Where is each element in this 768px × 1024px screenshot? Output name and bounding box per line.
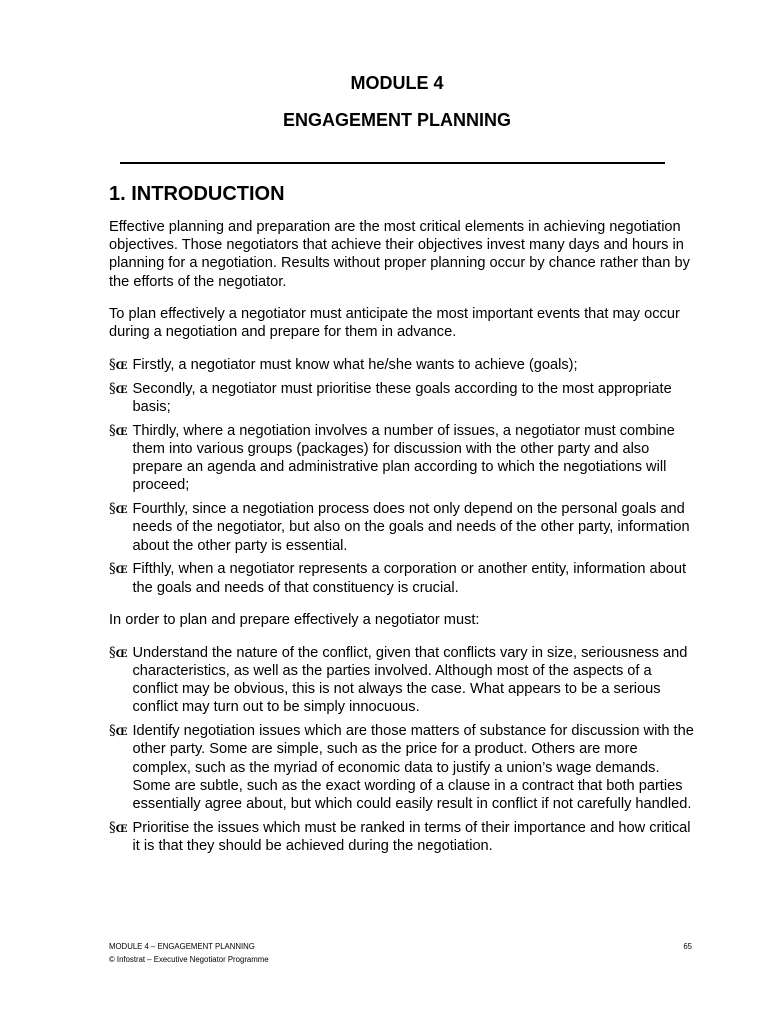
footer-copyright-line: © Infostrat – Executive Negotiator Programme: [109, 954, 269, 964]
list-item-text: Fourthly, since a negotiation process does not only depend on the personal goals and needs of the negotiator, but also on the goals and needs of the other party, information about the other party is essential.: [132, 501, 690, 554]
paragraph-intro: Effective planning and preparation are the most critical elements in achieving negotiation objectives. Those negotiators that achieve their objectives invest many days and hours in planning for a negotiation. Results without proper planning occur by chance rather than by the efforts of the negotiator.: [109, 219, 690, 290]
module-title: ENGAGEMENT PLANNING: [282, 110, 511, 130]
list-item-text: Fifthly, when a negotiator represents a corporation or another entity, information about the goals and needs of that constituency is crucial.: [132, 561, 687, 596]
section-bullet-icon: §Œ: [109, 380, 128, 397]
list-item: [109, 644, 699, 717]
list-item: [109, 380, 699, 416]
list-item-text: Firstly, a negotiator must know what he/she wants to achieve (goals);: [132, 357, 578, 373]
title-divider: [120, 162, 665, 164]
section-bullet-icon: §Œ: [109, 422, 128, 439]
list-item: [109, 500, 699, 555]
preparation-list: [109, 644, 699, 855]
list-item: [109, 722, 699, 813]
list-item-text: Secondly, a negotiator must prioritise these goals according to the most appropriate basis;: [132, 380, 672, 415]
section-bullet-icon: §Œ: [109, 644, 128, 661]
page-footer: [109, 941, 269, 966]
section-bullet-icon: §Œ: [109, 819, 128, 836]
module-number: MODULE 4: [350, 73, 444, 93]
list-item: [109, 356, 699, 374]
list-item-text: Thirdly, where a negotiation involves a number of issues, a negotiator must combine them into various groups (packages) for discussion with the other party and also prepare an agenda and administrative plan according to which the negotiations will proceed;: [132, 422, 675, 494]
goals-list: [109, 356, 699, 597]
section-bullet-icon: §Œ: [109, 501, 128, 518]
list-item-text: Prioritise the issues which must be ranked in terms of their importance and how critical it is that they should be achieved during the negotiation.: [132, 819, 691, 855]
section-bullet-icon: §Œ: [109, 723, 128, 740]
list-item-text: Understand the nature of the conflict, given that conflicts vary in size, seriousness and characteristics, as well as the parties involved. Although most of the aspects of a conflict may be obvious, this is not always the case. What appears to be a serious conflict may turn out to be simply innocuous.: [132, 644, 688, 716]
section-bullet-icon: §Œ: [109, 357, 128, 373]
section-heading: 1. INTRODUCTION: [109, 183, 285, 205]
list-item: [109, 819, 699, 855]
section-bullet-icon: §Œ: [109, 561, 128, 578]
paragraph-plan: To plan effectively a negotiator must anticipate the most important events that may occur during a negotiation and prepare for them in advance.: [109, 306, 680, 341]
list-item: [109, 422, 699, 495]
footer-module-line: MODULE 4 – ENGAGEMENT PLANNING: [109, 942, 255, 951]
body-content: [109, 218, 699, 870]
list-item-text: Identify negotiation issues which are those matters of substance for discussion with the other party. Some are simple, such as the price for a product. Others are more complex, such as the myriad of economic data to justify a union’s wage demands. Some are subtle, such as the exact wording of a clause in a contract that both parties essentially agree about, but which could easily result in conflict if not carefully handled.: [132, 723, 694, 813]
paragraph-prepare: In order to plan and prepare effectively a negotiator must:: [109, 612, 480, 629]
list-item: [109, 560, 699, 596]
page-number: 65: [683, 942, 692, 951]
